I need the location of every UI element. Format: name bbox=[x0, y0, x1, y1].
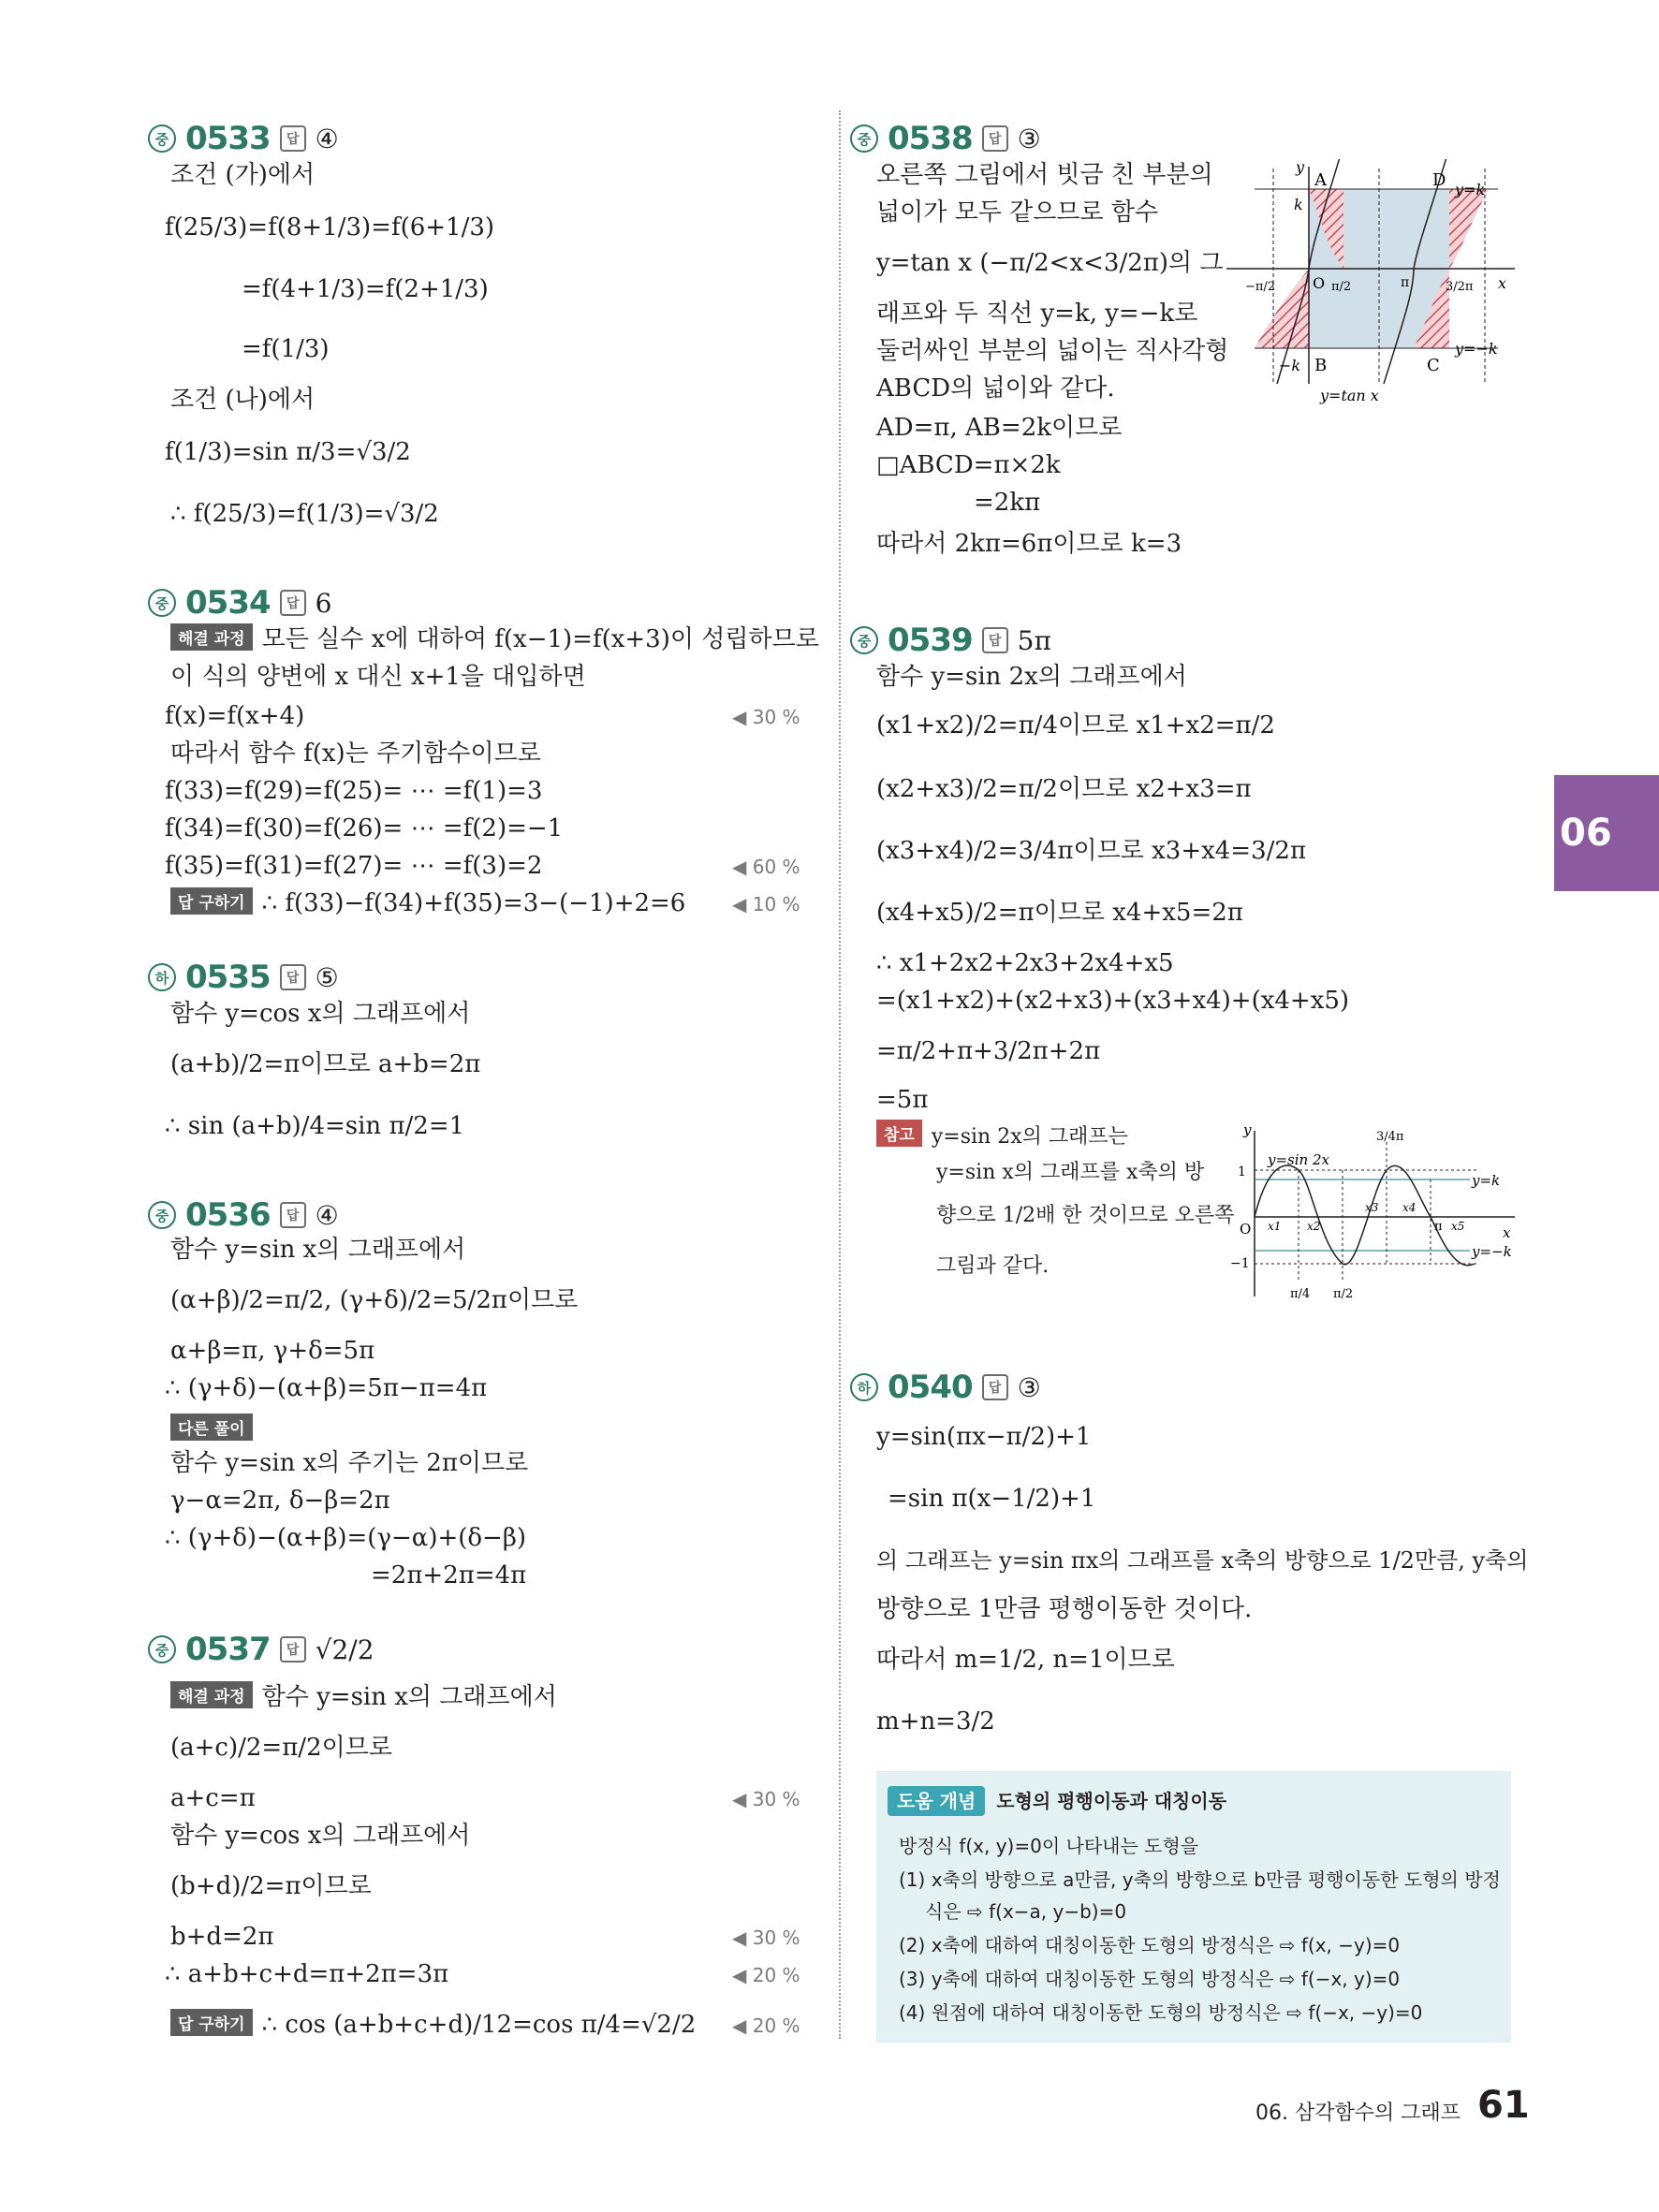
solution-line: ∴ x1+2x2+2x3+2x4+x5 bbox=[876, 949, 1174, 977]
solution-line: ∴ a+b+c+d=π+2π=3π bbox=[165, 1960, 449, 1988]
tick-label: π/4 bbox=[1290, 1287, 1311, 1301]
problem-number: 0535 bbox=[185, 959, 271, 996]
answer: ③ bbox=[1017, 1371, 1041, 1403]
answer-label: 답 bbox=[280, 1636, 306, 1663]
solution-line: 함수 y=sin x의 주기는 2π이므로 bbox=[170, 1449, 529, 1477]
solution-line: (x1+x2)/2=π/4이므로 x1+x2=π/2 bbox=[876, 711, 1275, 740]
concept-line: 식은 ⇨ f(x−a, y−b)=0 bbox=[925, 1900, 1127, 1923]
problem-number: 0539 bbox=[888, 622, 973, 659]
answer: ③ bbox=[1017, 123, 1041, 154]
problem-number: 0540 bbox=[888, 1369, 973, 1406]
level-badge: 하 bbox=[148, 963, 176, 991]
solution-line: (x2+x3)/2=π/2이므로 x2+x3=π bbox=[876, 775, 1252, 803]
solution-line: (x4+x5)/2=π이므로 x4+x5=2π bbox=[876, 899, 1243, 927]
solution-line: (x3+x4)/2=3/4π이므로 x3+x4=3/2π bbox=[876, 837, 1307, 865]
score-percent: ◀ 30 % bbox=[732, 1788, 800, 1810]
point-label: B bbox=[1314, 356, 1328, 375]
level-badge: 중 bbox=[148, 1201, 176, 1229]
solution-line: ABCD의 넓이와 같다. bbox=[876, 374, 1115, 403]
tick-label: π/2 bbox=[1331, 280, 1352, 294]
solution-line: 오른쪽 그림에서 빗금 친 부분의 bbox=[876, 161, 1213, 189]
solution-line: f(33)=f(29)=f(25)= ⋯ =f(1)=3 bbox=[165, 777, 543, 805]
answer-label: 답 bbox=[280, 125, 306, 152]
problem-0534 bbox=[148, 584, 331, 622]
solution-line: y=tan x (−π/2<x<3/2π)의 그 bbox=[876, 249, 1224, 277]
solution-line: =2kπ bbox=[974, 489, 1041, 517]
solution-line: 조건 (가)에서 bbox=[170, 161, 316, 189]
problem-number: 0538 bbox=[888, 120, 973, 157]
point-label: A bbox=[1314, 170, 1327, 190]
concept-line: 방정식 f(x, y)=0이 나타내는 도형을 bbox=[899, 1835, 1199, 1857]
solution-line: AD=π, AB=2k이므로 bbox=[876, 414, 1123, 442]
solution-line: γ−α=2π, δ−β=2π bbox=[170, 1487, 390, 1515]
tick-label: π bbox=[1401, 275, 1410, 290]
solution-line: (a+c)/2=π/2이므로 bbox=[170, 1734, 392, 1762]
neg-k-label: −k bbox=[1279, 357, 1301, 374]
origin-label: O bbox=[1313, 274, 1326, 292]
problem-0540 bbox=[850, 1369, 1041, 1406]
tick-label: π/2 bbox=[1333, 1287, 1354, 1301]
curve-label: y=sin 2x bbox=[1268, 1151, 1329, 1168]
tick-label: 3/4π bbox=[1376, 1130, 1404, 1144]
solution-line: =sin π(x−1/2)+1 bbox=[888, 1485, 1096, 1513]
solution-line: (b+d)/2=π이므로 bbox=[170, 1872, 372, 1900]
concept-line: (4) 원점에 대하여 대칭이동한 도형의 방정식은 ⇨ f(−x, −y)=0 bbox=[899, 2001, 1423, 2024]
answer-label: 답 bbox=[280, 590, 306, 616]
level-badge: 중 bbox=[850, 125, 878, 153]
solution-line: □ABCD=π×2k bbox=[876, 451, 1061, 479]
solution-line: 함수 y=sin 2x의 그래프에서 bbox=[876, 663, 1187, 691]
point-label: x1 bbox=[1268, 1220, 1282, 1233]
solution-line: (a+b)/2=π이므로 a+b=2π bbox=[170, 1050, 481, 1078]
solution-line: ∴ sin (a+b)/4=sin π/2=1 bbox=[165, 1112, 465, 1140]
step-tag: 다른 풀이 bbox=[170, 1414, 253, 1441]
step-tag: 해결 과정 bbox=[170, 623, 253, 651]
concept-chip: 도움 개념 bbox=[888, 1786, 985, 1816]
solution-line: 조건 (나)에서 bbox=[170, 386, 316, 414]
level-badge: 하 bbox=[850, 1373, 878, 1401]
tick-label: 3/2π bbox=[1446, 280, 1474, 294]
tan-graph bbox=[1217, 159, 1526, 412]
problem-0538 bbox=[850, 120, 1041, 157]
solution-line: 의 그래프는 y=sin πx의 그래프를 x축의 방향으로 1/2만큼, y축의 bbox=[876, 1547, 1529, 1574]
point-label: D bbox=[1432, 170, 1446, 190]
problem-number: 0533 bbox=[185, 120, 271, 157]
sin2x-graph bbox=[1217, 1123, 1526, 1301]
point-label: x3 bbox=[1365, 1201, 1379, 1214]
solution-line: 해결 과정 모든 실수 x에 대하여 f(x−1)=f(x+3)이 성립하므로 bbox=[170, 623, 819, 655]
concept-box bbox=[876, 1771, 1511, 2043]
problem-number: 0534 bbox=[185, 584, 271, 622]
solution-line: 답 구하기 ∴ f(33)−f(34)+f(35)=3−(−1)+2=6 bbox=[170, 887, 685, 919]
solution-line: =2π+2π=4π bbox=[371, 1561, 527, 1589]
level-badge: 중 bbox=[850, 626, 878, 654]
solution-line: f(25/3)=f(8+1/3)=f(6+1/3) bbox=[165, 213, 495, 242]
axis-label: y bbox=[1296, 159, 1305, 176]
problem-0533 bbox=[148, 120, 339, 157]
solution-line: ∴ (γ+δ)−(α+β)=5π−π=4π bbox=[165, 1374, 488, 1402]
problem-0535 bbox=[148, 959, 339, 996]
level-badge: 중 bbox=[148, 1635, 176, 1663]
solution-line: y=sin(πx−π/2)+1 bbox=[876, 1423, 1092, 1451]
solution-line: 따라서 m=1/2, n=1이므로 bbox=[876, 1646, 1175, 1674]
step-tag: 답 구하기 bbox=[170, 887, 253, 915]
k-label: k bbox=[1294, 196, 1303, 213]
solution-line: f(1/3)=sin π/3=√3/2 bbox=[165, 438, 411, 466]
solution-line: m+n=3/2 bbox=[876, 1707, 995, 1736]
concept-line: (1) x축의 방향으로 a만큼, y축의 방향으로 b만큼 평행이동한 도형의 방정 bbox=[899, 1868, 1501, 1891]
tick-label: π bbox=[1434, 1220, 1443, 1234]
axis-label: x bbox=[1503, 1224, 1511, 1241]
problem-0539 bbox=[850, 622, 1051, 659]
solution-line: 해결 과정 함수 y=sin x의 그래프에서 bbox=[170, 1681, 557, 1713]
solution-line: 래프와 두 직선 y=k, y=−k로 bbox=[876, 300, 1198, 328]
solution-line: 답 구하기 ∴ cos (a+b+c+d)/12=cos π/4=√2/2 bbox=[170, 2009, 696, 2041]
solution-line: (α+β)/2=π/2, (γ+δ)/2=5/2π이므로 bbox=[170, 1286, 579, 1314]
point-label: x2 bbox=[1307, 1220, 1321, 1233]
answer: ④ bbox=[315, 123, 339, 154]
note-line: 그림과 같다. bbox=[936, 1254, 1050, 1278]
solution-line: 함수 y=cos x의 그래프에서 bbox=[170, 1000, 471, 1028]
axis-label: x bbox=[1498, 274, 1507, 292]
solution-line: 방향으로 1만큼 평행이동한 것이다. bbox=[876, 1595, 1253, 1623]
solution-line: ∴ f(25/3)=f(1/3)=√3/2 bbox=[170, 500, 439, 528]
chapter-tab: 06 bbox=[1554, 775, 1659, 891]
concept-title: 도움 개념 도형의 평행이동과 대칭이동 bbox=[888, 1786, 1226, 1813]
answer: √2/2 bbox=[315, 1633, 374, 1665]
step-tag: 답 구하기 bbox=[170, 2009, 253, 2036]
answer-label: 답 bbox=[982, 1374, 1008, 1400]
line-label: y=k bbox=[1472, 1172, 1501, 1189]
answer-label: 답 bbox=[280, 964, 306, 990]
solution-line: a+c=π bbox=[170, 1784, 256, 1812]
tick-label: 1 bbox=[1238, 1165, 1246, 1179]
solution-line: f(35)=f(31)=f(27)= ⋯ =f(3)=2 bbox=[165, 852, 543, 880]
solution-line: =5π bbox=[876, 1086, 929, 1114]
answer: ④ bbox=[315, 1199, 339, 1231]
solution-line: 함수 y=sin x의 그래프에서 bbox=[170, 1236, 466, 1264]
score-percent: ◀ 30 % bbox=[732, 706, 800, 728]
level-badge: 중 bbox=[148, 589, 176, 617]
concept-line: (3) y축에 대하여 대칭이동한 도형의 방정식은 ⇨ f(−x, y)=0 bbox=[899, 1968, 1401, 1990]
solution-line: f(34)=f(30)=f(26)= ⋯ =f(2)=−1 bbox=[165, 814, 564, 842]
problem-number: 0536 bbox=[185, 1196, 271, 1234]
chapter-footer: 06. 삼각함수의 그래프 bbox=[1255, 2102, 1461, 2125]
solution-line: α+β=π, γ+δ=5π bbox=[170, 1337, 375, 1365]
page-number: 61 bbox=[1477, 2084, 1530, 2127]
answer: 6 bbox=[315, 587, 332, 619]
solution-line: 함수 y=cos x의 그래프에서 bbox=[170, 1822, 471, 1850]
concept-line: (2) x축에 대하여 대칭이동한 도형의 방정식은 ⇨ f(x, −y)=0 bbox=[899, 1934, 1401, 1956]
solution-line: ∴ (γ+δ)−(α+β)=(γ−α)+(δ−β) bbox=[165, 1524, 527, 1552]
answer: 5π bbox=[1017, 624, 1051, 656]
alt-solution-tag-line bbox=[170, 1414, 262, 1445]
note-line: 참고 y=sin 2x의 그래프는 bbox=[876, 1120, 1128, 1153]
note-tag: 참고 bbox=[876, 1120, 922, 1147]
solution-line: 이 식의 양변에 x 대신 x+1을 대입하면 bbox=[170, 663, 586, 691]
note-line: 향으로 1/2배 한 것이므로 오른쪽 bbox=[936, 1204, 1235, 1227]
column-divider bbox=[839, 110, 841, 2039]
score-percent: ◀ 10 % bbox=[732, 893, 800, 916]
tick-label: −π/2 bbox=[1245, 280, 1276, 294]
point-label: C bbox=[1427, 356, 1440, 375]
line-label: y=k bbox=[1455, 181, 1486, 198]
problem-0537 bbox=[148, 1631, 374, 1668]
origin-label: O bbox=[1240, 1221, 1252, 1238]
point-label: x5 bbox=[1451, 1220, 1465, 1233]
score-percent: ◀ 60 % bbox=[732, 856, 800, 878]
solution-line: f(x)=f(x+4) bbox=[165, 702, 305, 730]
solution-line: =f(1/3) bbox=[242, 335, 330, 363]
solution-line: 따라서 함수 f(x)는 주기함수이므로 bbox=[170, 740, 541, 768]
note-line: y=sin x의 그래프를 x축의 방 bbox=[936, 1161, 1205, 1184]
curve-label: y=tan x bbox=[1320, 387, 1379, 404]
axis-label: y bbox=[1243, 1123, 1252, 1138]
solution-line: 넓이가 모두 같으므로 함수 bbox=[876, 198, 1159, 227]
line-label: y=−k bbox=[1455, 340, 1498, 358]
step-tag: 해결 과정 bbox=[170, 1681, 253, 1708]
answer-label: 답 bbox=[280, 1202, 306, 1228]
score-percent: ◀ 20 % bbox=[732, 1964, 800, 1986]
solution-line: b+d=2π bbox=[170, 1923, 274, 1951]
problem-0536 bbox=[148, 1196, 339, 1234]
solution-line: 둘러싸인 부분의 넓이는 직사각형 bbox=[876, 337, 1229, 365]
problem-number: 0537 bbox=[185, 1631, 271, 1668]
point-label: x4 bbox=[1402, 1201, 1417, 1214]
score-percent: ◀ 20 % bbox=[732, 2014, 800, 2037]
answer-label: 답 bbox=[982, 125, 1008, 152]
answer: ⑤ bbox=[315, 961, 339, 993]
line-label: y=−k bbox=[1472, 1243, 1512, 1260]
level-badge: 중 bbox=[148, 125, 176, 153]
solution-line: =f(4+1/3)=f(2+1/3) bbox=[242, 275, 489, 303]
answer-label: 답 bbox=[982, 627, 1008, 653]
solution-line: 따라서 2kπ=6π이므로 k=3 bbox=[876, 530, 1182, 558]
solution-line: =π/2+π+3/2π+2π bbox=[876, 1037, 1101, 1065]
score-percent: ◀ 30 % bbox=[732, 1926, 800, 1949]
tick-label: −1 bbox=[1230, 1256, 1250, 1271]
solution-line: =(x1+x2)+(x2+x3)+(x3+x4)+(x4+x5) bbox=[876, 987, 1350, 1015]
